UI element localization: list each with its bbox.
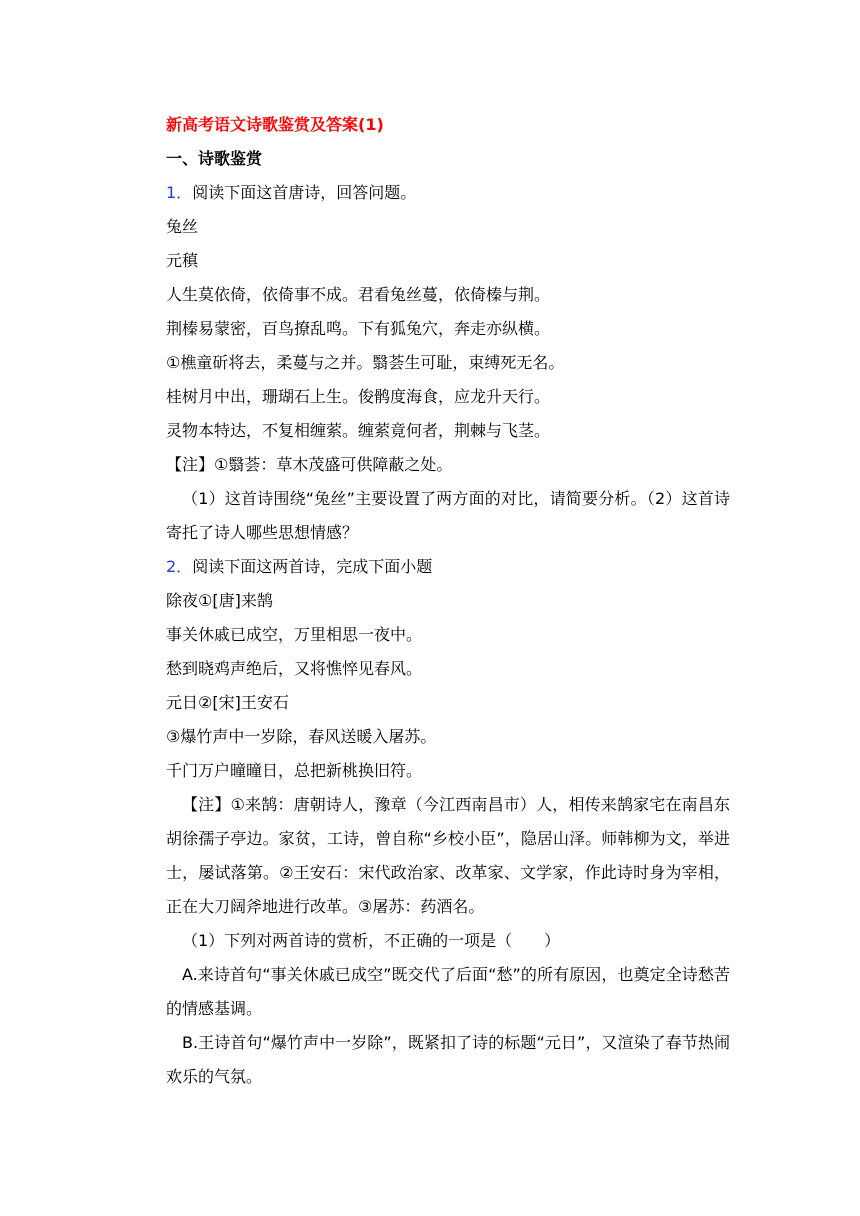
poem-line: 人生莫依倚，依倚事不成。君看兔丝蔓，依倚榛与荆。 (166, 285, 551, 304)
poem-line: 愁到晓鸡声绝后，又将憔悴见春风。 (166, 659, 423, 678)
subquestion-1: （1）下列对两首诗的赏析，不正确的一项是（ ） (182, 931, 561, 950)
poem-author: 元稹 (166, 251, 199, 270)
poem-title: 兔丝 (166, 217, 199, 236)
question-2-prompt (166, 550, 730, 584)
poem-line: ③爆竹声中一岁除，春风送暖入屠苏。 (166, 727, 437, 746)
poem-line: 荆榛易蒙密，百鸟撩乱鸣。下有狐兔穴，奔走亦纵横。 (166, 319, 551, 338)
poem-line: 事关休戚已成空，万里相思一夜中。 (166, 625, 423, 644)
poem-title: 元日②[宋]王安石 (166, 693, 289, 712)
poem-line: 桂树月中出，珊瑚石上生。俊鹘度海食，应龙升天行。 (166, 387, 551, 406)
poem-line: 灵物本特达，不复相缠萦。缠萦竟何者，荆棘与飞茎。 (166, 421, 551, 440)
section-heading: 一、诗歌鉴赏 (166, 149, 263, 168)
option-b: B.王诗首句“爆竹声中一岁除”，既紧扣了诗的标题“元日”，又渲染了春节热闹欢乐的气氛。 (166, 1033, 730, 1086)
question-number: 2． (166, 557, 193, 576)
document-body (166, 108, 730, 1094)
poem-note: 【注】①来鹄：唐朝诗人，豫章（今江西南昌市）人，相传来鹄家宅在南昌东胡徐孺子亭边。家贫，工诗，曾自称“乡校小臣”，隐居山泽。师韩柳为文，举进士，屡试落第。②王安石：宋代政治家、改革家、文学家，作此诗时身为宰相，正在大刀阔斧地进行改革。③屠苏：药酒名。 (166, 795, 730, 916)
poem-note: 【注】①翳荟：草木茂盛可供障蔽之处。 (166, 455, 453, 474)
document-title: 新高考语文诗歌鉴赏及答案(1) (166, 115, 384, 134)
question-1-subquestions: （1）这首诗围绕“兔丝”主要设置了两方面的对比，请简要分析。（2）这首诗寄托了诗人哪些思想情感？ (166, 489, 730, 542)
poem-line: ①樵童斫将去，柔蔓与之并。翳荟生可耻，束缚死无名。 (166, 353, 565, 372)
option-a: A.来诗首句“事关休戚已成空”既交代了后面“愁”的所有原因，也奠定全诗愁苦的情感基调。 (166, 965, 730, 1018)
poem-title: 除夜①[唐]来鹄 (166, 591, 273, 610)
question-text: 阅读下面这两首诗，完成下面小题 (192, 557, 433, 576)
poem-line: 千门万户曈曈日，总把新桃换旧符。 (166, 761, 423, 780)
question-number: 1． (166, 183, 193, 202)
question-1-prompt (166, 176, 730, 210)
question-text: 阅读下面这首唐诗，回答问题。 (192, 183, 417, 202)
